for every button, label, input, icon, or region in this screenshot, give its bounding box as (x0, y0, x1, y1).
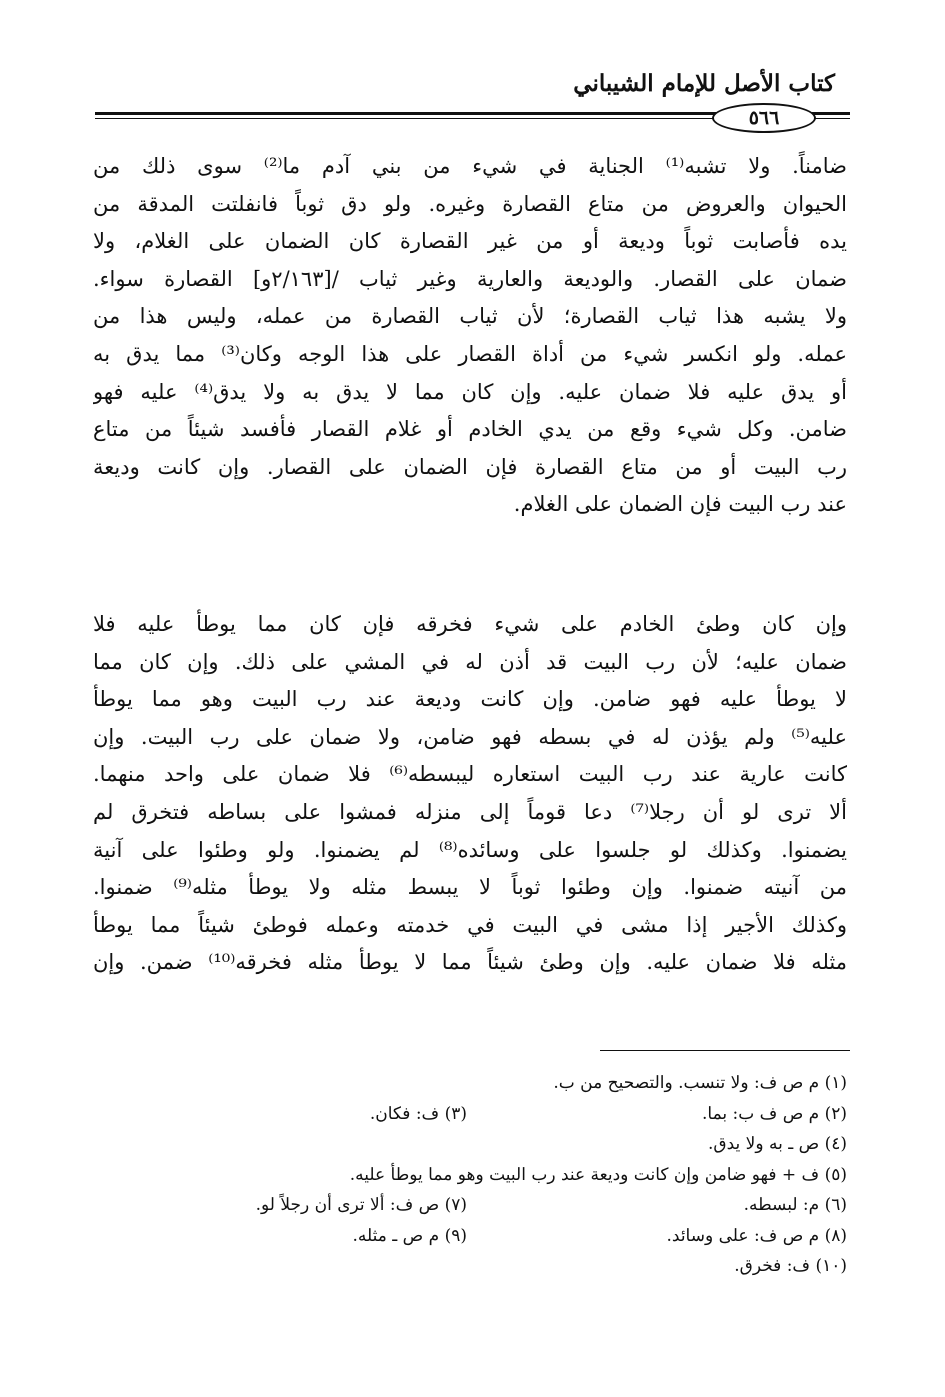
text-line: أو يدق عليه فلا ضمان عليه. وإن كان مما لا يدق به ولا يدق⁽⁴⁾ عليه فهو (93, 379, 847, 404)
text-line: عند رب البيت فإن الضمان على الغلام. (513, 492, 847, 517)
footnotes (93, 1068, 847, 1282)
footnote: (٢) م ص ف ب: بما. (701, 1103, 847, 1124)
text-line: عمله. ولو انكسر شيء من أداة القصار على هذا الوجه وكان⁽³⁾ مما يدق به (93, 341, 847, 366)
text-line: لا يوطأ عليه فهو ضامن. وإن كانت وديعة عند رب البيت وهو مما يوطأ (93, 687, 847, 712)
footnote-row (93, 1129, 847, 1160)
text-line: وكذلك الأجير إذا مشى في البيت في خدمته وعمله فوطئ شيئاً مما يوطأ (93, 912, 847, 937)
text-line: رب البيت أو من متاع القصارة فإن الضمان على القصار. وإن كانت وديعة (93, 454, 847, 479)
text-line: وإن كان وطئ الخادم على شيء فخرقه فإن كان مما يوطأ عليه فلا (93, 612, 847, 636)
footnote-row (93, 1190, 847, 1221)
text-line: ضامن. وكل شيء وقع من يدي الخادم أو غلام القصار فأفسد شيئاً من متاع (93, 417, 847, 442)
text-line: ضامناً. ولا تشبه⁽¹⁾ الجناية في شيء من بني آدم ما⁽²⁾ سوى ذلك من (93, 154, 847, 178)
footnote-row (93, 1251, 847, 1282)
footnote: (٤) ص ـ به ولا يدق. (708, 1134, 847, 1154)
footnote: (٩) م ص ـ مثله. (352, 1225, 467, 1246)
footnote: (٧) ص ف: ألا ترى أن رجلاً لو. (255, 1195, 467, 1215)
text-line: يده فأصابت ثوباً وديعة أو من غير القصارة كان الضمان على الغلام، ولا (93, 229, 847, 254)
footnote: (١٠) ف: فخرق. (734, 1256, 847, 1276)
text-line: ضمان على القصار. والوديعة والعارية وغير ثياب /[٢/١٦٣و] القصارة سواء. (93, 266, 847, 291)
footnote-row (93, 1099, 847, 1130)
page-number: ٥٦٦ (712, 103, 816, 133)
footnote-row (93, 1068, 847, 1099)
footnote-row (93, 1221, 847, 1252)
text-line: كانت عارية عند رب البيت استعاره ليبسطه⁽⁶⁾ فلا ضمان على واحد منهما. (93, 762, 847, 787)
text-line: مثله فلا ضمان عليه. وإن وطئ شيئاً مما لا يوطأ مثله فخرقه⁽¹⁰⁾ ضمن. وإن (93, 950, 847, 975)
paragraph-2 (93, 606, 847, 982)
page-header (0, 0, 945, 140)
text-line: عليه⁽⁵⁾ ولم يؤذن له في بسطه فهو ضامن، ولا ضمان على رب البيت. وإن (93, 724, 847, 749)
footnote: (١) م ص ف: ولا تنسب. والتصحيح من ب. (553, 1073, 847, 1093)
text-line: ولا يشبه هذا ثياب القصارة؛ لأن ثياب القصارة من عمله، وليس هذا من (93, 304, 847, 329)
text-line: يضمنوا. وكذلك لو جلسوا على وسائده⁽⁸⁾ لم يضمنوا. ولو وطئوا على آنية (93, 837, 847, 862)
text-line: ضمان عليه؛ لأن رب البيت قد أذن له في المشي على ذلك. وإن كان مما (93, 649, 847, 674)
footnote-separator (600, 1050, 850, 1051)
paragraph-1 (93, 148, 847, 524)
footnote: (٦) م: لبسطه. (743, 1195, 847, 1215)
footnote: (٨) م ص ف: على وسائد. (666, 1225, 847, 1246)
footnote-row (93, 1160, 847, 1191)
text-line: من آنيته ضمنوا. وإن وطئوا ثوباً لا يبسط مثله ولا يوطأ مثله⁽⁹⁾ ضمنوا. (93, 875, 847, 900)
footnote: (٥) ف + فهو ضامن وإن كانت وديعة عند رب البيت وهو مما يوطأ عليه. (349, 1164, 847, 1185)
text-line: الحيوان والعروض من متاع القصارة وغيره. ولو دق ثوباً فانفلتت المدقة من (93, 191, 847, 216)
text-line: ألا ترى لو أن رجلا⁽⁷⁾ دعا قوماً إلى منزله فمشوا على بساطه فتخرق لم (93, 799, 847, 824)
book-title: كتاب الأصل للإمام الشيباني (573, 70, 835, 97)
footnote: (٣) ف: فكان. (369, 1103, 467, 1124)
